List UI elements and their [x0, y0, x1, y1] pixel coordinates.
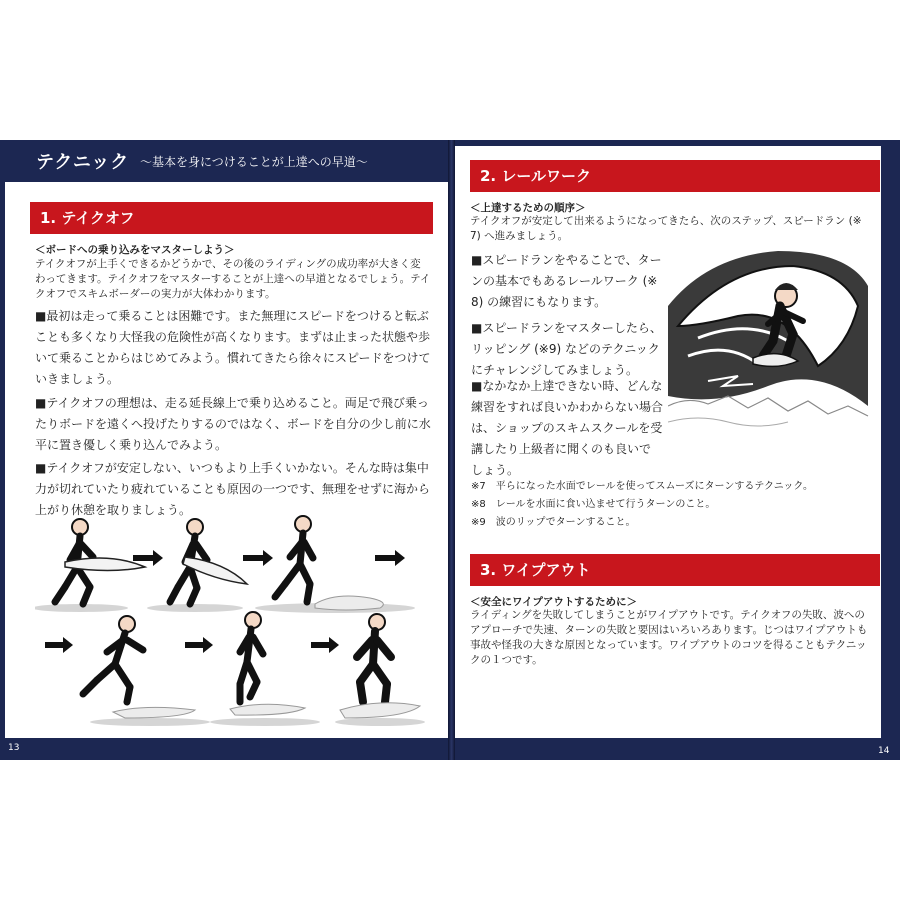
left-page	[5, 182, 448, 738]
right-page	[455, 146, 881, 738]
section-1-intro: テイクオフが上手くできるかどうかで、その後のライディングの成功率が大きく変 わってきます。テイクオフをマスターすることが上達への早道となるでしょう。テイ クオフでスキムボーダーの実力が大体わかります。	[35, 258, 431, 300]
wave-rider-illustration	[668, 246, 873, 436]
skimboard-3	[113, 707, 195, 718]
arrow-3	[375, 550, 405, 566]
surfer-figure-4	[83, 616, 143, 702]
surfer-figure-5	[240, 612, 263, 702]
skimboard-5	[340, 703, 420, 718]
page-title: テクニック	[36, 152, 130, 173]
section-2-subheading: ＜上達するための順序＞	[470, 202, 586, 214]
water-splash-1	[315, 596, 383, 610]
page-subtitle: ～基本を身につけることが上達への早道～	[140, 155, 368, 169]
arrow-4	[45, 637, 73, 653]
section-1-para-1: ■最初は走って乗ることは困難です。また無理にスピードをつけると転ぶ ことも多くなり大怪我の危険性が高くなります。まずは止まった状態や歩 いて乗ることからはじめてみよう。慣れてきたら徐々にスピードをつけて いきましょう。	[35, 309, 431, 386]
section-2-intro: テイクオフが安定して出来るようになってきたら、次のステップ、スピードラン (※ 7) へ進みましょう。	[470, 215, 862, 242]
footnote-9: ※9 波のリップでターンすること。	[471, 517, 636, 528]
skimboard-4	[230, 704, 305, 715]
surfer-figure-3	[275, 516, 313, 602]
section-3-subheading: ＜安全にワイプアウトするために＞	[470, 596, 638, 608]
surfer-figure-6	[357, 614, 391, 702]
footnotes	[471, 480, 871, 530]
section-1-subheading: ＜ボードへの乗り込みをマスターしよう＞	[35, 244, 235, 256]
section-1-title: 1. テイクオフ	[30, 202, 433, 234]
book-gutter	[448, 140, 455, 760]
section-3-title: 3. ワイプアウト	[470, 554, 880, 586]
page-number-right: 14	[878, 746, 890, 756]
arrow-2	[243, 550, 273, 566]
takeoff-sequence-illustration	[35, 512, 425, 734]
book-spread	[0, 140, 900, 760]
footnote-7: ※7 平らになった水面でレールを使ってスムーズにターンするテクニック。	[471, 481, 813, 492]
section-3-body: ライディングを失敗してしまうことがワイプアウトです。テイクオフの失敗、波への アプローチで失速、ターンの失敗と要因はいろいろあります。じつはワイプアウトも 事故や怪我の大きな原因となっています。ワイプアウトのコツを得ることもテクニッ クの１つです。	[470, 609, 868, 666]
section-2-para-2: ■スピードランをマスターしたら、 リッピング (※9) などのテクニック にチャレンジしてみましょう。	[471, 321, 662, 377]
section-2-para-3: ■なかなか上達できない時、どんな 練習をすれば良いかわからない場合 は、ショップのスキムスクールを受 講したり上級者に聞くのも良いで しょう。	[471, 379, 664, 477]
arrow-6	[311, 637, 339, 653]
page-number-left: 13	[8, 743, 20, 753]
arrow-5	[185, 637, 213, 653]
section-1-para-2: ■テイクオフの理想は、走る延長線上で乗り込めること。両足で飛び乗っ たりボードを遠くへ投げたりするのではなく、ボードを自分の少し前に水 平に置き優しく乗り込んでみよう。	[35, 396, 431, 452]
section-1-para-3: ■テイクオフが安定しない、いつもより上手くいかない。そんな時は集中 力が切れていたり疲れていることも原因の一つです、無理をせずに海から 上がり休憩を取りましょう。	[35, 461, 431, 517]
section-2-para-1: ■スピードランをやることで、ター ンの基本でもあるレールワーク (※ 8) の練習にもなります。	[471, 253, 662, 309]
section-2-title: 2. レールワーク	[470, 160, 880, 192]
footnote-8: ※8 レールを水面に食い込ませて行うターンのこと。	[471, 499, 716, 510]
